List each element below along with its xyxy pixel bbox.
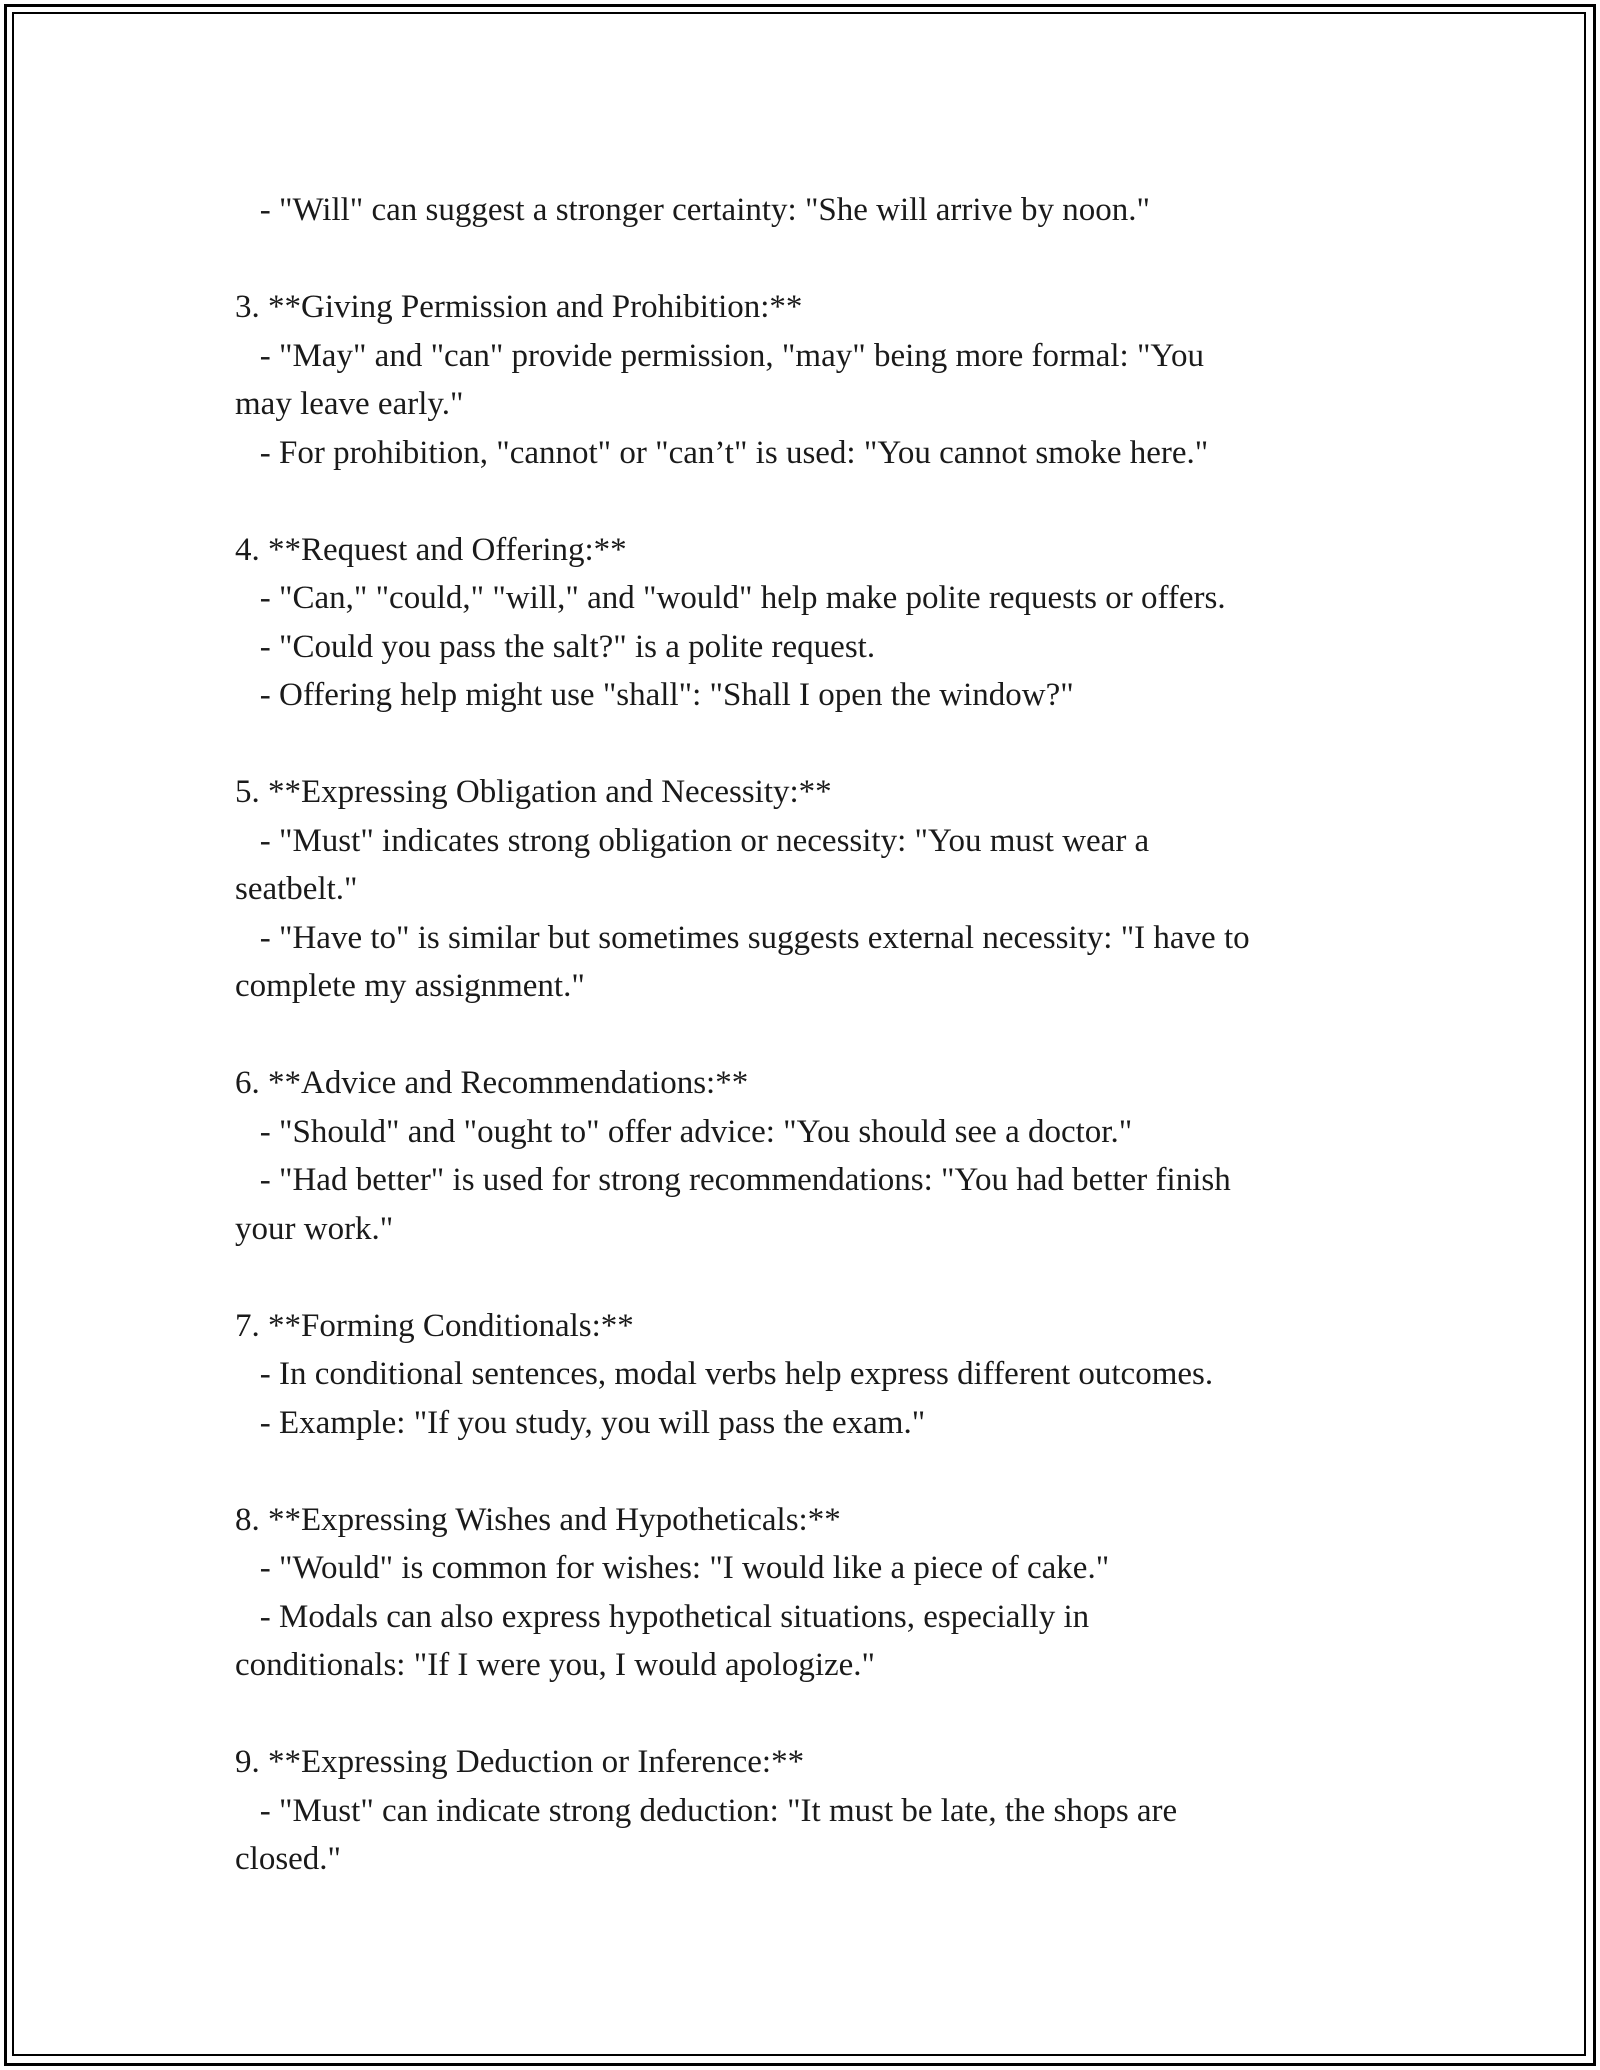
blank-line [235, 235, 1365, 284]
blank-line [235, 1690, 1365, 1739]
text-line: - "Could you pass the salt?" is a polite request. [235, 628, 876, 665]
text-line: seatbelt." [235, 871, 358, 907]
text-line: - Modals can also express hypothetical situations, especially in [235, 1598, 1090, 1635]
text-line: - "Had better" is used for strong recommendations: "You had better finish [235, 1162, 1231, 1198]
section-heading: 7. **Forming Conditionals:** [235, 1307, 634, 1344]
text-line: complete my assignment." [235, 968, 585, 1004]
text-line: - "Would" is common for wishes: "I would like a piece of cake." [235, 1550, 1110, 1586]
section-heading: 9. **Expressing Deduction or Inference:** [235, 1744, 805, 1780]
text-line: - "Should" and "ought to" offer advice: "You should see a doctor." [235, 1113, 1133, 1150]
text-line: your work." [235, 1210, 394, 1247]
text-line: - "Have to" is similar but sometimes suggests external necessity: "I have to [235, 919, 1250, 956]
blank-line [235, 1447, 1365, 1496]
section-heading: 8. **Expressing Wishes and Hypotheticals:** [235, 1501, 841, 1538]
blank-line [235, 477, 1365, 526]
blank-line [235, 1011, 1365, 1060]
blank-line [235, 1253, 1365, 1302]
text-line: - "Can," "could," "will," and "would" help make polite requests or offers. [235, 580, 1226, 616]
text-line: - "Must" indicates strong obligation or necessity: "You must wear a [235, 822, 1150, 859]
section-heading: 6. **Advice and Recommendations:** [235, 1065, 749, 1101]
section-heading: 5. **Expressing Obligation and Necessity:** [235, 774, 832, 810]
section-heading: 3. **Giving Permission and Prohibition:** [235, 289, 803, 325]
text-line: may leave early." [235, 386, 464, 422]
text-line: - "Must" can indicate strong deduction: "It must be late, the shops are [235, 1792, 1178, 1829]
text-line: - "Will" can suggest a stronger certainty: "She will arrive by noon." [235, 192, 1150, 228]
text-line: - For prohibition, "cannot" or "can’t" is used: "You cannot smoke here." [235, 434, 1209, 471]
blank-line [235, 720, 1365, 769]
text-line: - Offering help might use "shall": "Shall I open the window?" [235, 677, 1074, 713]
text-line: - "May" and "can" provide permission, "may" being more formal: "You [235, 337, 1204, 374]
text-line: - In conditional sentences, modal verbs help express different outcomes. [235, 1356, 1214, 1392]
text-line: - Example: "If you study, you will pass the exam." [235, 1404, 926, 1441]
section-heading: 4. **Request and Offering:** [235, 531, 627, 568]
text-line: closed." [235, 1841, 342, 1877]
text-line: conditionals: "If I were you, I would apologize." [235, 1647, 876, 1683]
document-body [235, 186, 1365, 1884]
